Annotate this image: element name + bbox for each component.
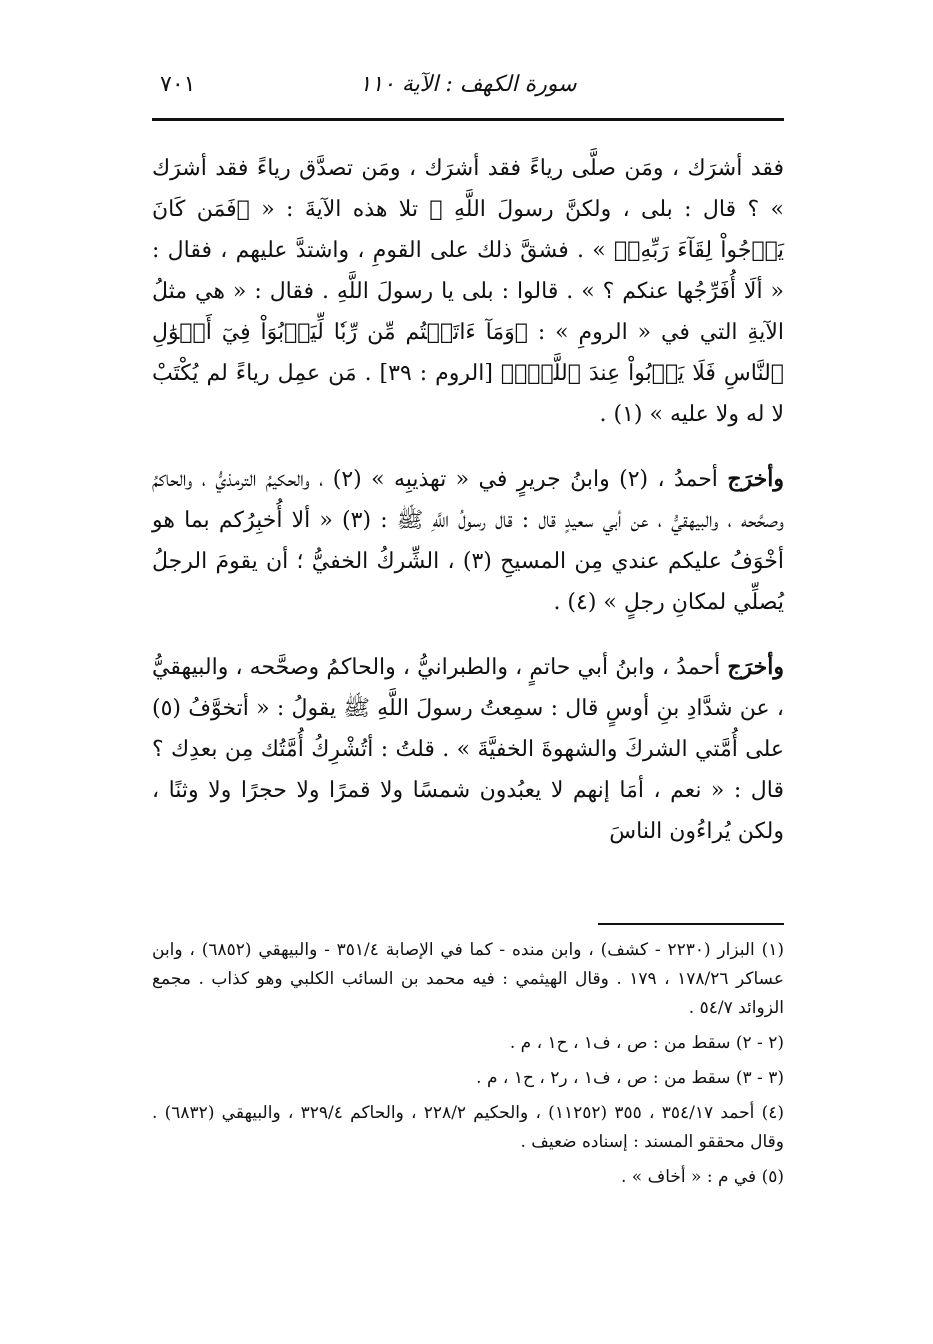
paragraph-1-text: فقد أشرَك ، ومَن صلَّى رياءً فقد أشرَك ، ومَن تصدَّق رياءً فقد أشرَك » ؟ قال : بلى ، ولكنَّ رسولَ اللَّهِ ﷺ تلا هذه الآيةَ : « ﴿فَمَن كَانَ يَرۡجُواْ لِقَآءَ رَبِّهِۦ﴾ » . فشقَّ ذلك على القومِ ، واشتدَّ عليهم ، فقال : « ألَا أُفَرِّجُها عنكم ؟ » . قالوا : بلى يا رسولَ اللَّهِ . فقال : « هي مثلُ الآيةِ التي في « الرومِ » : ﴿وَمَآ ءَاتَيۡتُم مِّن رِّبٗا لِّيَرۡبُوَاْ فِيٓ أَمۡوَٰلِ ٱلنَّاسِ فَلَا يَرۡبُواْ عِندَ ٱللَّهِۖ﴾ [الروم : ٣٩] . مَن عمِل رياءً لم يُكْتَبْ لا له ولا عليه » (١) . <box>152 156 784 427</box>
paragraph-3-text: أحمدُ ، وابنُ أبي حاتمٍ ، والطبرانيُّ ، والحاكمُ وصحَّحه ، والبيهقيُّ ، عن شدَّادِ بنِ أوسٍ قال : سمِعتُ رسولَ اللَّهِ ﷺ يقولُ : « أتخوَّفُ (٥) على أُمَّتي الشركَ والشهوةَ الخفيَّةَ » . قلتُ : أتُشْرِكُ أُمَّتُك مِن بعدِك ؟ قال : « نعم ، أمَا إنهم لا يعبُدون شمسًا ولا قمرًا ولا حجرًا ولا وثنًا ، ولكن يُراءُون الناسَ <box>152 655 784 844</box>
footnotes <box>152 936 784 1198</box>
paragraph-1 <box>152 148 784 435</box>
paragraph-2 <box>152 459 784 623</box>
main-text <box>152 148 784 876</box>
header-divider <box>152 118 784 121</box>
footnote-5: (٥) في م : « أخاف » . <box>620 1167 784 1187</box>
running-title: سورة الكهف : الآية ١١٠ <box>359 72 577 97</box>
footnote-3: (٣ - ٣) سقط من : ص ، ف١ ، ر٢ ، ح١ ، م . <box>476 1068 784 1088</box>
footnote-divider <box>598 923 784 925</box>
footnote-2: (٢ - ٢) سقط من : ص ، ف١ ، ح١ ، م . <box>509 1033 784 1053</box>
paragraph-3 <box>152 647 784 852</box>
paragraph-3-lead: وأخرَج <box>727 654 785 680</box>
paragraph-2-lead: وأخرَج <box>727 466 784 492</box>
page-header <box>152 66 784 110</box>
footnote-1: (١) البزار (٢٢٣٠ - كشف) ، وابن منده - كما في الإصابة ٣٥١/٤ - والبيهقي (٦٨٥٢) ، وابن عساكر ١٧٨/٢٦ ، ١٧٩ . وقال الهيثمي : فيه محمد بن السائب الكلبي وهو كذاب . مجمع الزوائد ٥٤/٧ . <box>152 940 784 1018</box>
footnote-4: (٤) أحمد ٣٥٤/١٧ ، ٣٥٥ (١١٢٥٢) ، والحكيم ٢٢٨/٢ ، والحاكم ٣٢٩/٤ ، والبيهقي (٦٨٣٢) . وقال محققو المسند : إسناده ضعيف . <box>152 1103 785 1152</box>
page-number: ٧٠١ <box>160 72 196 97</box>
paragraph-2-text: أحمدُ ، (٢) وابنُ جريرٍ في « تهذيبِه » (٢) ، والحكيمُ الترمذيُّ ، والحاكمُ وصحَّحه ، والبيهقيُّ ، عن أبي سعيدٍ قال : قال رسولُ اللَّهِ ﷺ : (٣) « ألا أُخبِرُكم بما هو أخْوَفُ عليكم عندي مِن المسيحِ (٣) ، الشِّركُ الخفيُّ ؛ أن يقومَ الرجلُ يُصلِّي لمكانِ رجلٍ » (٤) . <box>152 467 784 615</box>
